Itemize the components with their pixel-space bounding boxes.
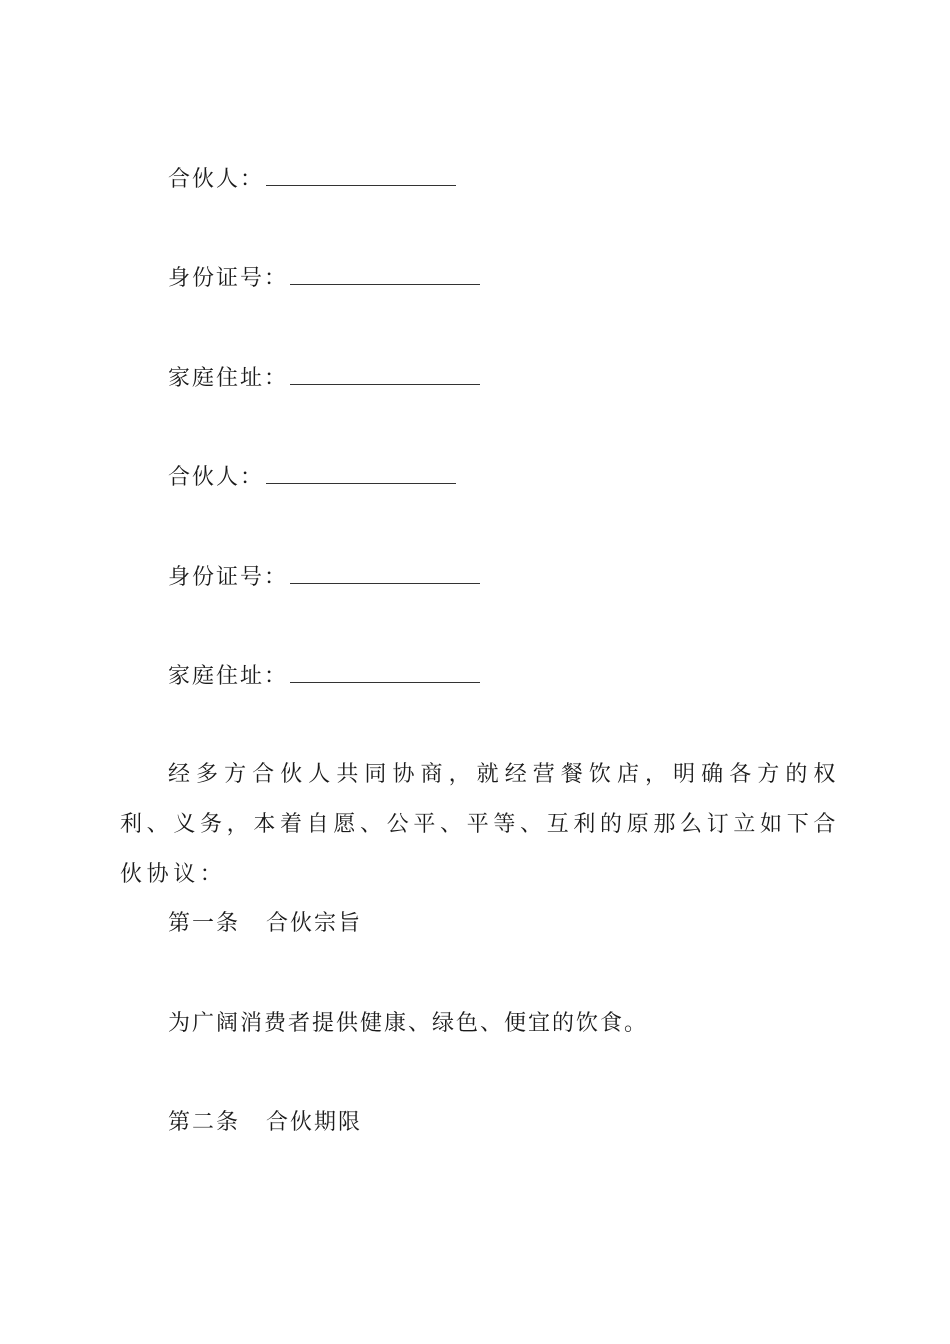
id-number-blank[interactable] — [290, 561, 480, 584]
partner-1-name-row — [168, 163, 456, 195]
home-address-blank[interactable] — [290, 660, 480, 683]
partner-name-label: 合伙人： — [168, 167, 265, 192]
home-address-blank[interactable] — [290, 362, 480, 385]
id-number-label: 身份证号： — [168, 565, 289, 590]
article-1-body — [168, 1009, 648, 1039]
article-number: 第二条 — [168, 1110, 241, 1135]
article-2-heading — [168, 1108, 362, 1138]
home-address-label: 家庭住址： — [168, 366, 289, 391]
intro-paragraph: 经多方合伙人共同协商，就经营餐饮店，明确各方的权利、义务，本着自愿、公平、平等、互利的原那么订立如下合伙协议： — [120, 762, 840, 887]
article-number: 第一条 — [168, 911, 241, 936]
partner-2-name-row — [168, 461, 456, 493]
id-number-blank[interactable] — [290, 262, 480, 285]
partner-name-blank[interactable] — [266, 163, 456, 186]
article-body: 为广阔消费者提供健康、绿色、便宜的饮食。 — [168, 1011, 649, 1036]
partner-1-id-row — [168, 262, 480, 294]
article-title: 合伙期限 — [266, 1110, 363, 1135]
partner-name-label: 合伙人： — [168, 465, 265, 490]
id-number-label: 身份证号： — [168, 266, 289, 291]
article-1-heading — [168, 909, 362, 939]
partner-1-address-row — [168, 362, 480, 394]
article-title: 合伙宗旨 — [266, 911, 363, 936]
partner-2-id-row — [168, 561, 480, 593]
home-address-label: 家庭住址： — [168, 664, 289, 689]
partner-name-blank[interactable] — [266, 461, 456, 484]
partner-2-address-row — [168, 660, 480, 692]
